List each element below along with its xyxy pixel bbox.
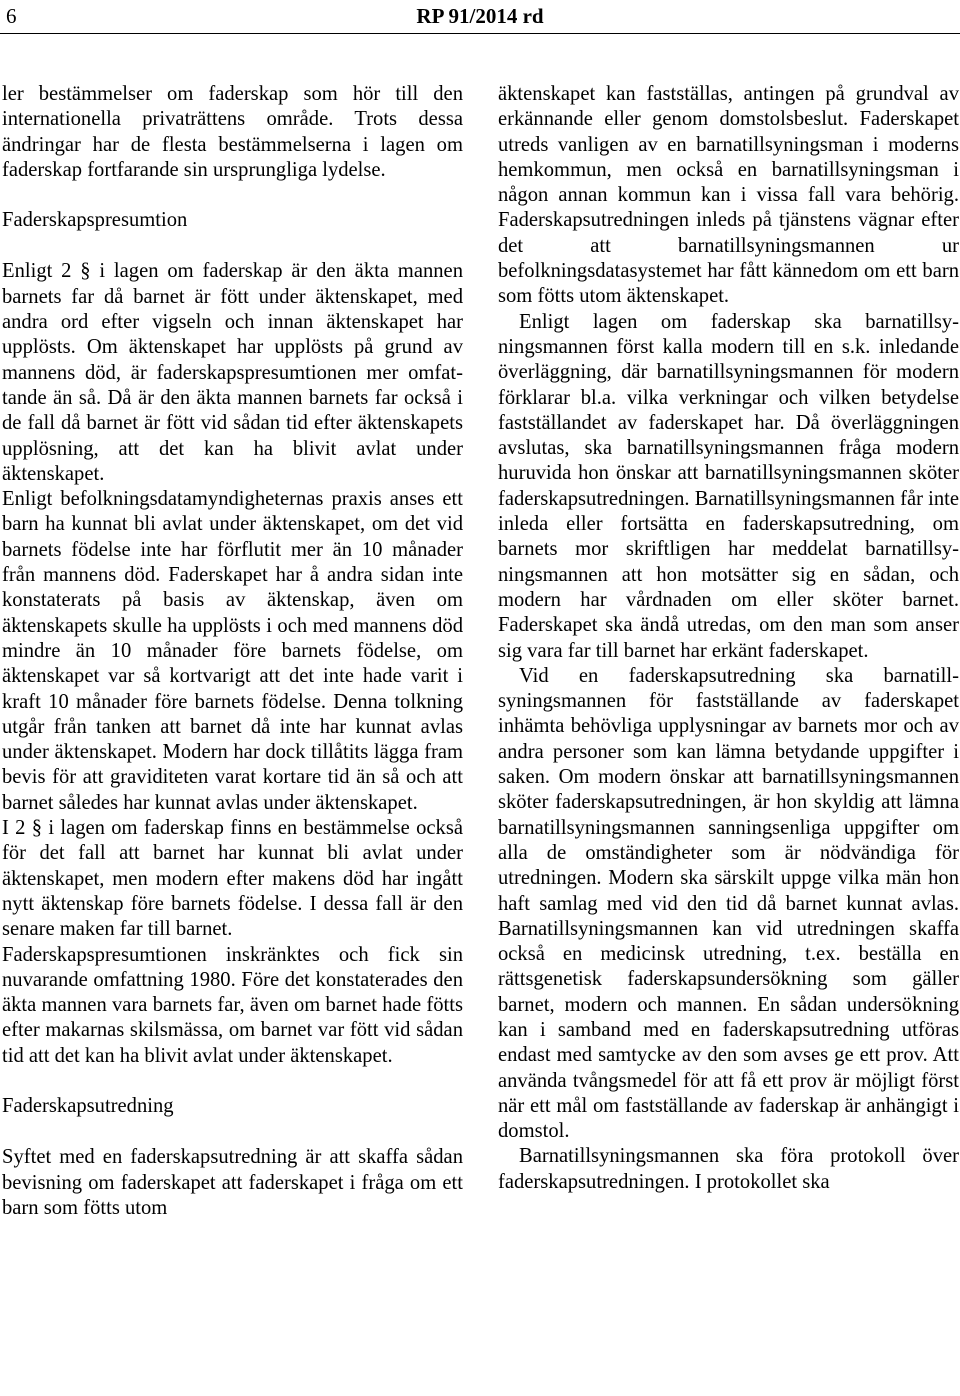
paragraph: äktenskapet kan fastställas, antingen på grundval av erkännande eller genom domstolsbeslut. Faderskapet utreds vanligen av en barnatillsyningsman i moderns hemkommun, men också en barnatillsyningsman i någon annan kommun kan i vissa fall vara behörig. Faderskapsutredningen inleds på tjänstens vägnar efter det att barnatillsyningsmannen ur befolkningsdatasystemet har fått kännedom om ett barn som fötts utom äktenskapet. bbox=[498, 83, 959, 308]
page-header bbox=[0, 0, 960, 30]
section-heading: Faderskapsutredning bbox=[2, 1094, 174, 1117]
document-reference: RP 91/2014 rd bbox=[416, 4, 544, 28]
page-number: 6 bbox=[6, 4, 17, 28]
left-column bbox=[2, 82, 463, 1221]
paragraph: Enligt lagen om faderskap ska barnatillsyningsmannen först kalla modern till en s.k. inledande överläggning, där barnatillsyningsmannen för modern förklarar bl.a. vilka verkningar och vilken betydelse fastställandet av faderskapet har. Då överläggningen avslutas, ska barnatillsyningsmannen fråga modern huruvida hon önskar att barnatillsyningsmannen sköter faderskapsutredningen. Barnatillsyningsmannen får inte inleda eller fortsätta en faderskapsutredning, om barnets mor skriftligen har meddelat barnatillsyningsmannen att hon motsätter sig en sådan, och modern har vårdnaden om eller sköter barnet. Faderskapet ska ändå utredas, om den man som anser sig vara far till barnet har erkänt faderskapet. bbox=[498, 310, 959, 662]
section-heading: Faderskapspresumtion bbox=[2, 209, 188, 232]
paragraph: I 2 § i lagen om faderskap finns en bestämmelse också för det fall att barnet har kunnat bli avlat under äktenskapet, men modern efter makens död har ingått nytt äktenskap före barnets födelse. I dessa fall är den senare maken far till barnet. bbox=[2, 817, 463, 941]
paragraph: Enligt befolkningsdatamyndigheternas praxis anses ett barn ha kunnat bli avlat under äktenskapet, om det vid barnets födelse inte har förflutit mer än 10 månader från mannens död. Faderskapet har å andra sidan inte konstaterats på basis av äktenskap, även om äktenskapets skulle ha upplösts i och med mannens död mindre än 10 månader före barnets födelse, om äktenskapet var så kortvarigt att det inte hade varit i kraft 10 månader före barnets födelse. Denna tolkning utgår från tanken att barnet då inte har kunnat avlas under äktenskapet. Modern har dock tillåtits lägga fram bevis för att graviditeten varat kortare tid än så och att barnet således har kunnat avlas under äktenskapet. bbox=[2, 488, 463, 814]
header-rule bbox=[0, 33, 960, 34]
paragraph: Barnatillsyningsmannen ska föra protokoll över faderskapsutredningen. I protokollet ska bbox=[498, 1145, 959, 1193]
paragraph: Syftet med en faderskapsutredning är att skaffa sådan bevisning om faderskapet att faderskapet i fråga om ett barn som fötts utom bbox=[2, 1146, 463, 1219]
right-column bbox=[498, 82, 959, 1195]
paragraph: Enligt 2 § i lagen om faderskap är den äkta mannen barnets far då barnet är fött under äktenskapet, med andra ord efter vigseln och innan äktenskapet har upplösts. Om äktenskapet har upplösts på grund av mannens död, är faderskapspresumtionen mer omfattande än så. Då är den äkta mannen barnets far också i de fall då barnet är fött vid sådan tid efter äktenskapets upplösning, att det kan ha blivit avlat under äktenskapet. bbox=[2, 260, 463, 485]
paragraph: ler bestämmelser om faderskap som hör till den internationella privaträttens område. Trots dessa ändringar har de flesta bestämmelserna i lagen om faderskap fortfarande sin ursprungliga lydelse. bbox=[2, 83, 463, 181]
paragraph: Faderskapspresumtionen inskränktes och fick sin nuvarande omfattning 1980. Före det konstaterades den äkta mannen vara barnets far, även om barnet hade fötts efter makarnas skilsmässa, om barnet var fött vid sådan tid att det kan ha blivit avlat under äktenskapet. bbox=[2, 943, 463, 1067]
paragraph: Vid en faderskapsutredning ska barnatillsyningsmannen för fastställande av faderskapet inhämta behövliga upplysningar av barnets mor och av andra personer som kan lämna betydande uppgifter i saken. Om modern önskar att barnatillsyningsmannen sköter faderskapsutredningen, är hon skyldig att lämna barnatillsyningsmannen sanningsenliga uppgifter om alla de omständigheter som är nödvändiga för utredningen. Modern ska särskilt uppge vilka män hon haft samlag med vid den tid då barnet kunnat avlas. Barnatillsyningsmannen kan vid utredningen skaffa också en medicinsk utredning, t.ex. beställa en rättsgenetisk faderskapsundersökning som gäller barnet, modern och mannen. En sådan undersökning kan i samband med en faderskapsutredning utföras endast med samtycke av den som avses ge ett prov. Att använda tvångsmedel för att få ett prov är möjligt först när ett mål om fastställande av faderskap är anhängigt i domstol. bbox=[498, 664, 959, 1143]
